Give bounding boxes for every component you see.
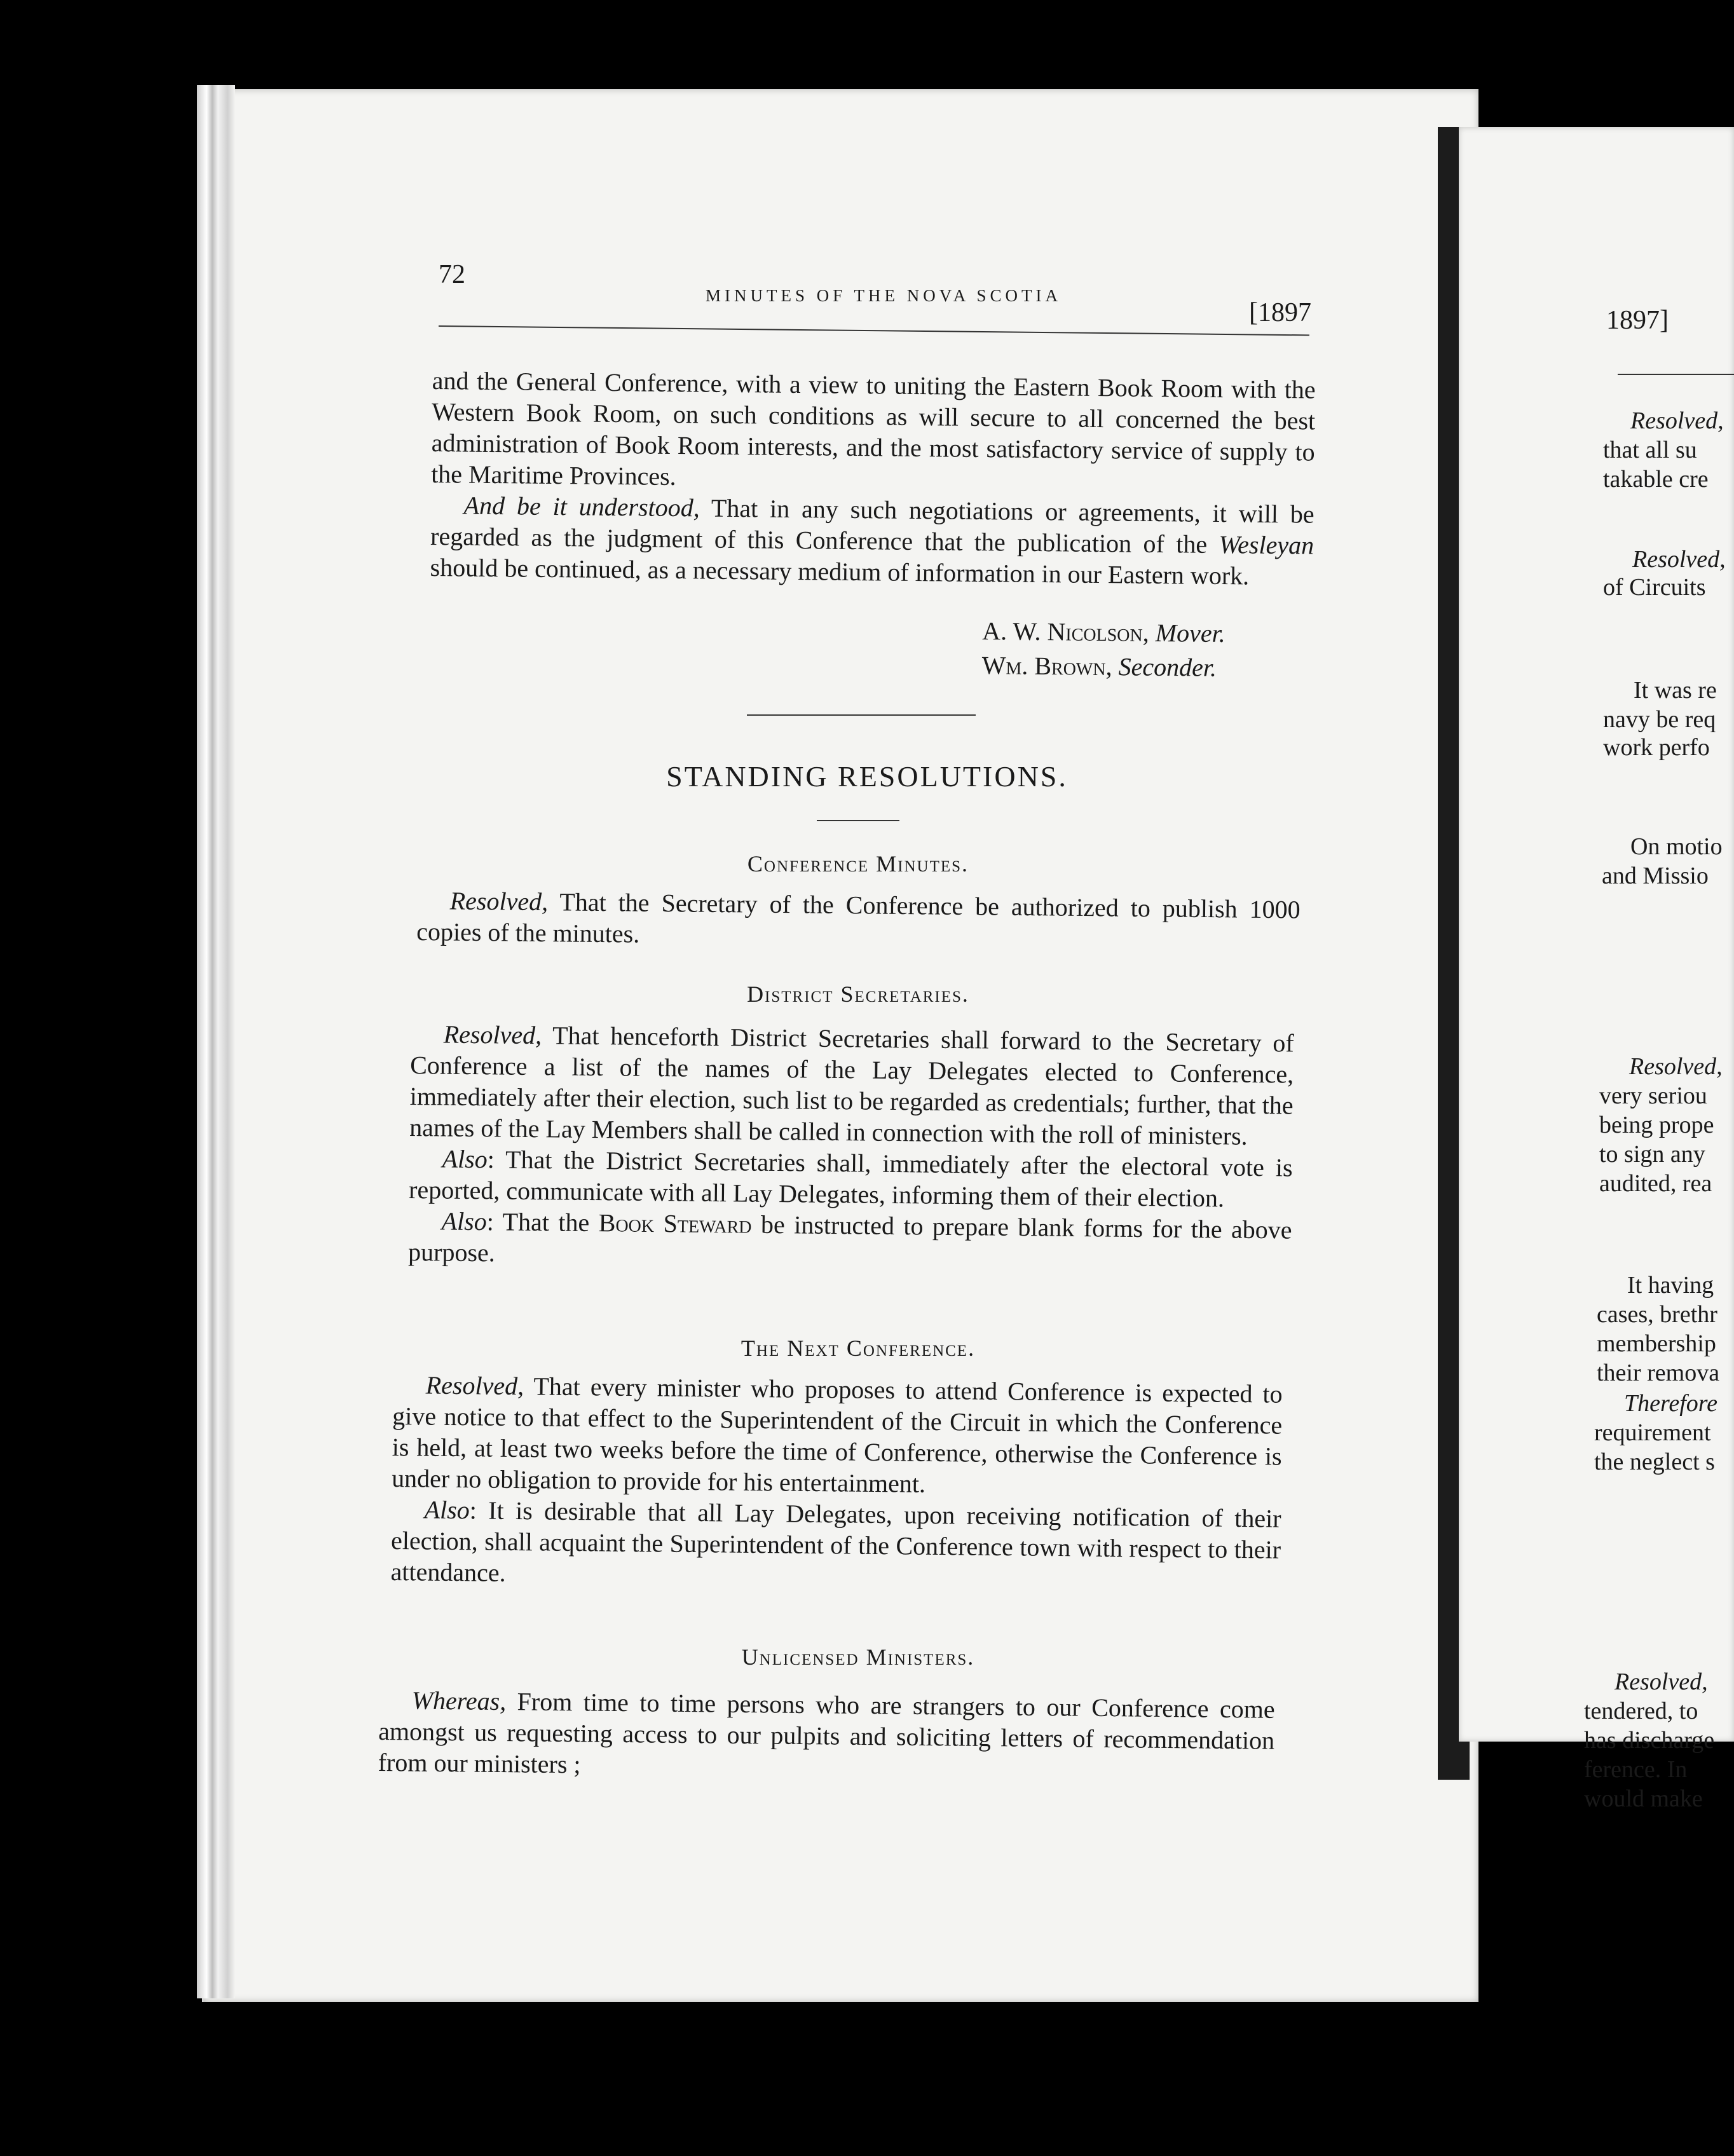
running-year: [1897 (1249, 298, 1311, 327)
intro-text (430, 365, 1316, 592)
heading-district-secretaries: District Secretaries. (747, 981, 969, 1007)
unlicensed-ministers-body: From time to time persons who are strangers to our Conference come amongst us requesting access to our pulpits and soliciting letters of recommendation from our ministers ; (378, 1687, 1275, 1779)
signature-block (981, 614, 1225, 685)
section-divider (747, 714, 976, 716)
district-secretaries-resolution (409, 1018, 1294, 1152)
district-secretaries-also-1 (409, 1143, 1293, 1215)
heading-conference-minutes: Conference Minutes. (747, 851, 969, 877)
next-conference-lead: Resolved, (425, 1370, 524, 1401)
conference-minutes-body: That the Secretary of the Conference be authorized to publish 1000 copies of the minutes. (416, 887, 1300, 948)
page-edge-strips (197, 85, 235, 1998)
page-number: 72 (439, 260, 465, 289)
right-line: their remova (1597, 1360, 1720, 1386)
intro-para2-part2: should be continued, as a necessary medium of information in our Eastern work. (430, 552, 1250, 590)
intro-para2-part1: That in any such negotiations or agreements, it will be regarded as the judgment of this Conference that the publication of the (430, 493, 1314, 559)
heading-next-conference: The Next Conference. (741, 1335, 976, 1361)
seconder-name: Wm. Brown, (981, 650, 1112, 681)
district-secretaries-also-2 (408, 1205, 1292, 1277)
mover-name: A. W. Nicolson, (982, 617, 1150, 647)
also-1-body: : That the District Secretaries shall, immediately after the electoral vote is reported, communicate with all Lay Delegates, informing them of their election. (408, 1145, 1293, 1213)
heading-unlicensed-ministers: Unlicensed Ministers. (741, 1644, 975, 1670)
right-line: requirement (1594, 1419, 1711, 1446)
right-line: being prope (1599, 1112, 1714, 1138)
section-title: STANDING RESOLUTIONS. (666, 760, 1068, 793)
right-line: ference. In (1584, 1756, 1688, 1783)
right-line: that all su (1603, 437, 1697, 463)
right-line: On motio (1630, 833, 1723, 860)
right-line: very seriou (1599, 1082, 1707, 1109)
unlicensed-ministers-resolution (378, 1684, 1274, 1787)
title-rule (817, 820, 899, 821)
right-line: to sign any (1599, 1141, 1705, 1168)
right-line: Therefore (1624, 1390, 1718, 1417)
right-line: It was re (1634, 677, 1717, 704)
district-secretaries-body: That henceforth District Secretaries shall forward to the Secretary of Conference a list of the names of the Lay Delegates elected to Conference, immediately after their election, such list to be regarded as credentials; further, that the names of the Lay Members shall be called in connection with the roll of ministers. (409, 1021, 1294, 1150)
next-conference-body: That every minister who proposes to attend Conference is expected to give notice to that effect to the Superintendent of the Circuit in which the Conference is held, at least two weeks before the time of Conference, otherwise the Conference is under no obligation to provide for his entertainment. (391, 1372, 1283, 1498)
book-steward: Book Steward (598, 1208, 752, 1239)
right-line: Resolved, (1630, 407, 1724, 434)
right-line: has discharge (1584, 1727, 1715, 1754)
running-head: MINUTES OF THE NOVA SCOTIA (706, 286, 1062, 305)
mover-line (982, 614, 1225, 651)
right-line: Resolved, (1629, 1053, 1723, 1080)
right-line: It having (1627, 1272, 1714, 1299)
intro-paragraph-1: and the General Conference, with a view to uniting the Eastern Book Room with the Western Book Room, on such conditions as will secure to all concerned the best administration of Book Room interests, and the most satisfactory service of supply to the Maritime Provinces. (430, 365, 1316, 491)
right-page (1459, 127, 1734, 1742)
next-conference-text (390, 1369, 1283, 1597)
also-2-body-2: be instructed to prepare blank forms for the above purpose. (407, 1210, 1292, 1267)
district-secretaries-lead: Resolved, (443, 1020, 542, 1050)
next-conference-also-body: : It is desirable that all Lay Delegates, upon receiving notification of their election, shall acquaint the Superintendent of the Conference town with respect to their attendance. (390, 1496, 1281, 1587)
right-line: work perfo (1603, 734, 1710, 761)
right-line: membership (1597, 1330, 1716, 1357)
right-line: Resolved, (1632, 546, 1726, 573)
right-page-year: 1897] (1606, 306, 1669, 335)
district-secretaries-text (408, 1018, 1294, 1277)
right-line: takable cre (1603, 466, 1709, 493)
unlicensed-ministers-text (378, 1684, 1274, 1787)
also-2-body-1: : That the (486, 1207, 599, 1238)
intro-wesleyan: Wesleyan (1219, 529, 1314, 560)
intro-para2-lead: And be it understood, (463, 491, 700, 522)
right-line: of Circuits (1603, 574, 1706, 601)
right-line: navy be req (1603, 706, 1716, 733)
also-2-lead: Also (441, 1206, 488, 1236)
next-conference-also (390, 1494, 1281, 1597)
right-line: the neglect s (1594, 1449, 1715, 1475)
right-line: tendered, to (1584, 1698, 1698, 1724)
seconder-line (981, 648, 1225, 685)
right-line: audited, rea (1599, 1170, 1712, 1197)
unlicensed-ministers-lead: Whereas, (411, 1686, 507, 1716)
conference-minutes-lead: Resolved, (449, 886, 549, 917)
right-line: would make (1584, 1785, 1703, 1812)
also-1-lead: Also (442, 1144, 488, 1174)
seconder-role: Seconder. (1118, 652, 1217, 682)
right-header-rule (1618, 374, 1734, 375)
right-line: and Missio (1602, 863, 1709, 889)
next-conference-also-lead: Also (424, 1495, 470, 1525)
conference-minutes-text (416, 885, 1300, 957)
right-line: Resolved, (1615, 1668, 1708, 1695)
next-conference-resolution (392, 1369, 1283, 1503)
conference-minutes-resolution (416, 885, 1300, 957)
intro-paragraph-2 (430, 489, 1314, 592)
mover-role: Mover. (1155, 618, 1225, 648)
right-line: cases, brethr (1597, 1301, 1717, 1328)
